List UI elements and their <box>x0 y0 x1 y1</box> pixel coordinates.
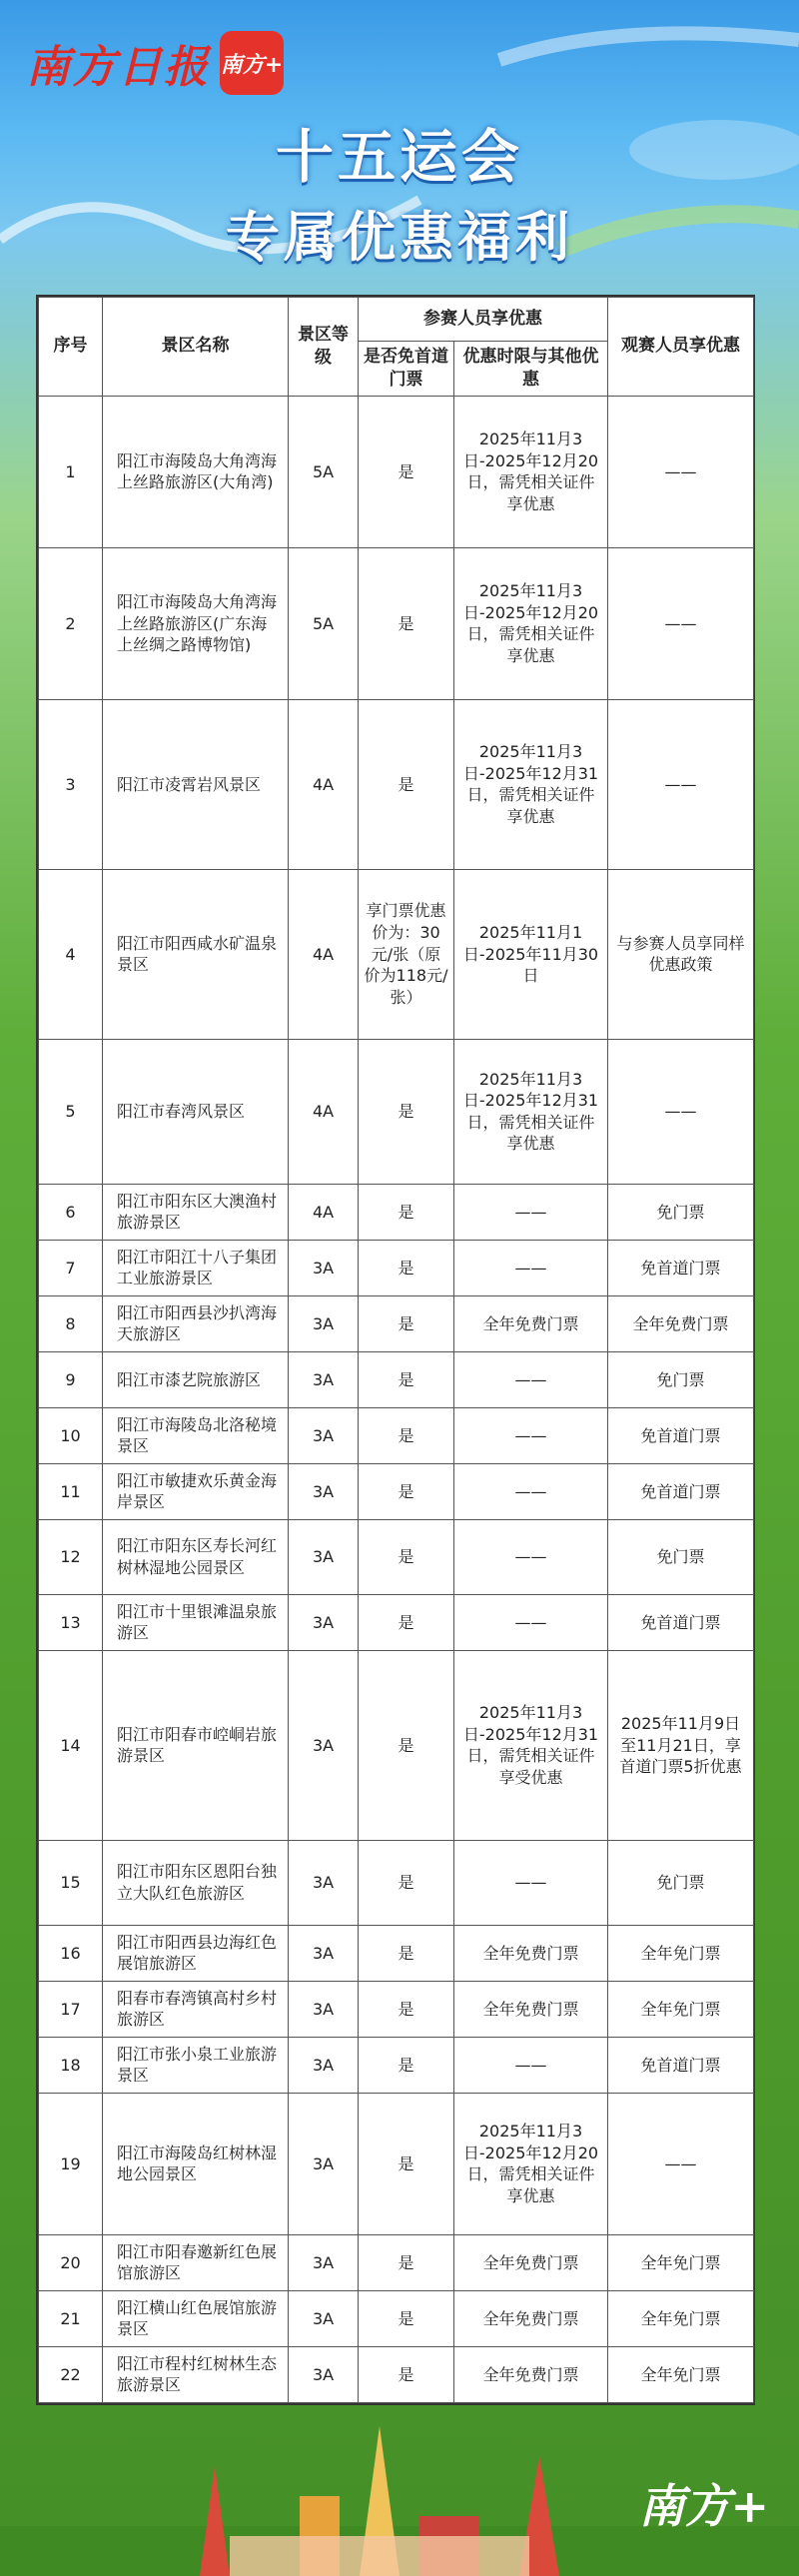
header-name: 景区名称 <box>103 298 289 397</box>
free-ticket-cell: 是 <box>359 2093 454 2234</box>
scenic-name: 阳江市阳江十八子集团工业旅游景区 <box>103 1240 289 1295</box>
table-row <box>39 1463 754 1519</box>
scenic-grade: 3A <box>289 1240 359 1295</box>
table-row <box>39 1240 754 1295</box>
table-row <box>39 2037 754 2093</box>
period-cell: —— <box>454 1519 608 1594</box>
scenic-grade: 3A <box>289 1650 359 1840</box>
scenic-grade: 3A <box>289 1840 359 1925</box>
free-ticket-cell: 是 <box>359 2290 454 2346</box>
scenic-grade: 3A <box>289 1519 359 1594</box>
page-title: 十五运会 <box>275 123 523 191</box>
row-number: 1 <box>39 396 103 547</box>
table-row <box>39 869 754 1039</box>
period-cell: 2025年11月3日-2025年12月20日，需凭相关证件享优惠 <box>454 396 608 547</box>
row-number: 10 <box>39 1407 103 1463</box>
spectator-cell: 全年免门票 <box>608 1925 754 1981</box>
period-cell: —— <box>454 1594 608 1650</box>
header-grade: 景区等级 <box>289 298 359 397</box>
row-number: 17 <box>39 1981 103 2037</box>
page-subtitle: 专属优惠福利 <box>226 206 573 269</box>
spectator-cell: 全年免门票 <box>608 2290 754 2346</box>
scenic-name: 阳江市阳东区恩阳台独立大队红色旅游区 <box>103 1840 289 1925</box>
spectator-cell: —— <box>608 2093 754 2234</box>
table-row <box>39 1295 754 1351</box>
free-ticket-cell: 是 <box>359 1240 454 1295</box>
period-cell: 2025年11月3日-2025年12月20日，需凭相关证件享优惠 <box>454 547 608 699</box>
free-ticket-cell: 是 <box>359 1925 454 1981</box>
period-cell: —— <box>454 1351 608 1407</box>
scenic-grade: 5A <box>289 396 359 547</box>
row-number: 16 <box>39 1925 103 1981</box>
table-row <box>39 2093 754 2234</box>
scenic-name: 阳江市海陵岛大角湾海上丝路旅游区(大角湾) <box>103 396 289 547</box>
period-cell: 2025年11月1日-2025年11月30日 <box>454 869 608 1039</box>
spectator-cell: 免首道门票 <box>608 2037 754 2093</box>
table-row <box>39 1407 754 1463</box>
discount-table <box>38 297 754 2403</box>
free-ticket-cell: 是 <box>359 396 454 547</box>
period-cell: 全年免费门票 <box>454 1981 608 2037</box>
scenic-grade: 3A <box>289 2346 359 2402</box>
period-cell: 全年免费门票 <box>454 2290 608 2346</box>
scenic-grade: 3A <box>289 1407 359 1463</box>
scenic-name: 阳江市十里银滩温泉旅游区 <box>103 1594 289 1650</box>
table-row <box>39 1519 754 1594</box>
scenic-name: 阳江市凌霄岩风景区 <box>103 699 289 869</box>
table-row <box>39 2290 754 2346</box>
table-row <box>39 1184 754 1240</box>
scenic-name: 阳江市阳西县边海红色展馆旅游区 <box>103 1925 289 1981</box>
spectator-cell: —— <box>608 699 754 869</box>
header-free-ticket: 是否免首道门票 <box>359 342 454 397</box>
newspaper-logo <box>26 32 284 94</box>
scenic-name: 阳江市阳西县沙扒湾海天旅游区 <box>103 1295 289 1351</box>
table-row <box>39 547 754 699</box>
row-number: 6 <box>39 1184 103 1240</box>
brand-watermark: 南方+ <box>638 2479 769 2533</box>
spectator-cell: —— <box>608 547 754 699</box>
table-row <box>39 1594 754 1650</box>
row-number: 22 <box>39 2346 103 2402</box>
table-row <box>39 396 754 547</box>
scenic-grade: 3A <box>289 2290 359 2346</box>
period-cell: 2025年11月3日-2025年12月20日，需凭相关证件享优惠 <box>454 2093 608 2234</box>
row-number: 20 <box>39 2234 103 2290</box>
spectator-cell: 免首道门票 <box>608 1463 754 1519</box>
row-number: 8 <box>39 1295 103 1351</box>
row-number: 2 <box>39 547 103 699</box>
row-number: 12 <box>39 1519 103 1594</box>
scenic-name: 阳江市阳春邀新红色展馆旅游区 <box>103 2234 289 2290</box>
scenic-grade: 3A <box>289 2037 359 2093</box>
spectator-cell: 免首道门票 <box>608 1407 754 1463</box>
row-number: 13 <box>39 1594 103 1650</box>
table-row <box>39 1925 754 1981</box>
row-number: 11 <box>39 1463 103 1519</box>
free-ticket-cell: 享门票优惠价为：30元/张（原价为118元/张） <box>359 869 454 1039</box>
table-row <box>39 1840 754 1925</box>
free-ticket-cell: 是 <box>359 1407 454 1463</box>
spectator-cell: 全年免门票 <box>608 2234 754 2290</box>
header-no: 序号 <box>39 298 103 397</box>
scenic-grade: 3A <box>289 2093 359 2234</box>
scenic-grade: 3A <box>289 1351 359 1407</box>
table-row <box>39 2346 754 2402</box>
table-row <box>39 1981 754 2037</box>
scenic-name: 阳江市张小泉工业旅游景区 <box>103 2037 289 2093</box>
table-row <box>39 1650 754 1840</box>
free-ticket-cell: 是 <box>359 1519 454 1594</box>
discount-table-container <box>36 295 755 2405</box>
period-cell: 2025年11月3日-2025年12月31日，需凭相关证件享优惠 <box>454 699 608 869</box>
scenic-name: 阳江市敏捷欢乐黄金海岸景区 <box>103 1463 289 1519</box>
free-ticket-cell: 是 <box>359 1650 454 1840</box>
header-athlete-group: 参赛人员享优惠 <box>359 298 608 342</box>
scenic-name: 阳江市阳东区寿长河红树林湿地公园景区 <box>103 1519 289 1594</box>
free-ticket-cell: 是 <box>359 2346 454 2402</box>
row-number: 7 <box>39 1240 103 1295</box>
scenic-name: 阳江市程村红树林生态旅游景区 <box>103 2346 289 2402</box>
period-cell: —— <box>454 1240 608 1295</box>
scenic-grade: 3A <box>289 1295 359 1351</box>
scenic-name: 阳江市海陵岛大角湾海上丝路旅游区(广东海上丝绸之路博物馆) <box>103 547 289 699</box>
spectator-cell: 免门票 <box>608 1519 754 1594</box>
scenic-name: 阳江横山红色展馆旅游景区 <box>103 2290 289 2346</box>
spectator-cell: 2025年11月9日至11月21日，享首道门票5折优惠 <box>608 1650 754 1840</box>
period-cell: —— <box>454 2037 608 2093</box>
period-cell: —— <box>454 1840 608 1925</box>
row-number: 9 <box>39 1351 103 1407</box>
table-row <box>39 2234 754 2290</box>
free-ticket-cell: 是 <box>359 2037 454 2093</box>
free-ticket-cell: 是 <box>359 1594 454 1650</box>
scenic-grade: 5A <box>289 547 359 699</box>
row-number: 3 <box>39 699 103 869</box>
scenic-grade: 3A <box>289 2234 359 2290</box>
scenic-name: 阳江市漆艺院旅游区 <box>103 1351 289 1407</box>
scenic-grade: 3A <box>289 1925 359 1981</box>
table-row <box>39 1039 754 1184</box>
row-number: 5 <box>39 1039 103 1184</box>
scenic-name: 阳江市阳西咸水矿温泉景区 <box>103 869 289 1039</box>
row-number: 18 <box>39 2037 103 2093</box>
spectator-cell: 免首道门票 <box>608 1594 754 1650</box>
spectator-cell: 免门票 <box>608 1840 754 1925</box>
spectator-cell: —— <box>608 1039 754 1184</box>
row-number: 19 <box>39 2093 103 2234</box>
scenic-name: 阳江市阳东区大澳渔村旅游景区 <box>103 1184 289 1240</box>
scenic-grade: 3A <box>289 1981 359 2037</box>
logo-text: 南方日报 <box>26 42 210 93</box>
spectator-cell: 免门票 <box>608 1184 754 1240</box>
free-ticket-cell: 是 <box>359 1039 454 1184</box>
row-number: 4 <box>39 869 103 1039</box>
period-cell: 2025年11月3日-2025年12月31日，需凭相关证件享受优惠 <box>454 1650 608 1840</box>
period-cell: —— <box>454 1463 608 1519</box>
scenic-grade: 4A <box>289 699 359 869</box>
scenic-name: 阳春市春湾镇高村乡村旅游区 <box>103 1981 289 2037</box>
scenic-grade: 4A <box>289 1184 359 1240</box>
scenic-grade: 3A <box>289 1594 359 1650</box>
period-cell: —— <box>454 1184 608 1240</box>
free-ticket-cell: 是 <box>359 547 454 699</box>
row-number: 14 <box>39 1650 103 1840</box>
row-number: 15 <box>39 1840 103 1925</box>
scenic-name: 阳江市海陵岛北洛秘境景区 <box>103 1407 289 1463</box>
period-cell: 全年免费门票 <box>454 1925 608 1981</box>
free-ticket-cell: 是 <box>359 2234 454 2290</box>
scenic-name: 阳江市阳春市崆峒岩旅游景区 <box>103 1650 289 1840</box>
free-ticket-cell: 是 <box>359 1463 454 1519</box>
free-ticket-cell: 是 <box>359 1184 454 1240</box>
header-period: 优惠时限与其他优惠 <box>454 342 608 397</box>
table-row <box>39 699 754 869</box>
scenic-grade: 4A <box>289 869 359 1039</box>
spectator-cell: 全年免门票 <box>608 1981 754 2037</box>
period-cell: 全年免费门票 <box>454 2234 608 2290</box>
scenic-grade: 4A <box>289 1039 359 1184</box>
scenic-name: 阳江市海陵岛红树林湿地公园景区 <box>103 2093 289 2234</box>
header-spectator: 观赛人员享优惠 <box>608 298 754 397</box>
free-ticket-cell: 是 <box>359 1840 454 1925</box>
row-number: 21 <box>39 2290 103 2346</box>
free-ticket-cell: 是 <box>359 699 454 869</box>
table-row <box>39 1351 754 1407</box>
period-cell: 2025年11月3日-2025年12月31日，需凭相关证件享优惠 <box>454 1039 608 1184</box>
period-cell: 全年免费门票 <box>454 2346 608 2402</box>
spectator-cell: —— <box>608 396 754 547</box>
scenic-name: 阳江市春湾风景区 <box>103 1039 289 1184</box>
free-ticket-cell: 是 <box>359 1351 454 1407</box>
period-cell: 全年免费门票 <box>454 1295 608 1351</box>
app-badge-icon: 南方+ <box>220 31 284 95</box>
spectator-cell: 全年免费门票 <box>608 1295 754 1351</box>
spectator-cell: 免门票 <box>608 1351 754 1407</box>
free-ticket-cell: 是 <box>359 1981 454 2037</box>
free-ticket-cell: 是 <box>359 1295 454 1351</box>
spectator-cell: 全年免门票 <box>608 2346 754 2402</box>
spectator-cell: 免首道门票 <box>608 1240 754 1295</box>
period-cell: —— <box>454 1407 608 1463</box>
spectator-cell: 与参赛人员享同样优惠政策 <box>608 869 754 1039</box>
scenic-grade: 3A <box>289 1463 359 1519</box>
